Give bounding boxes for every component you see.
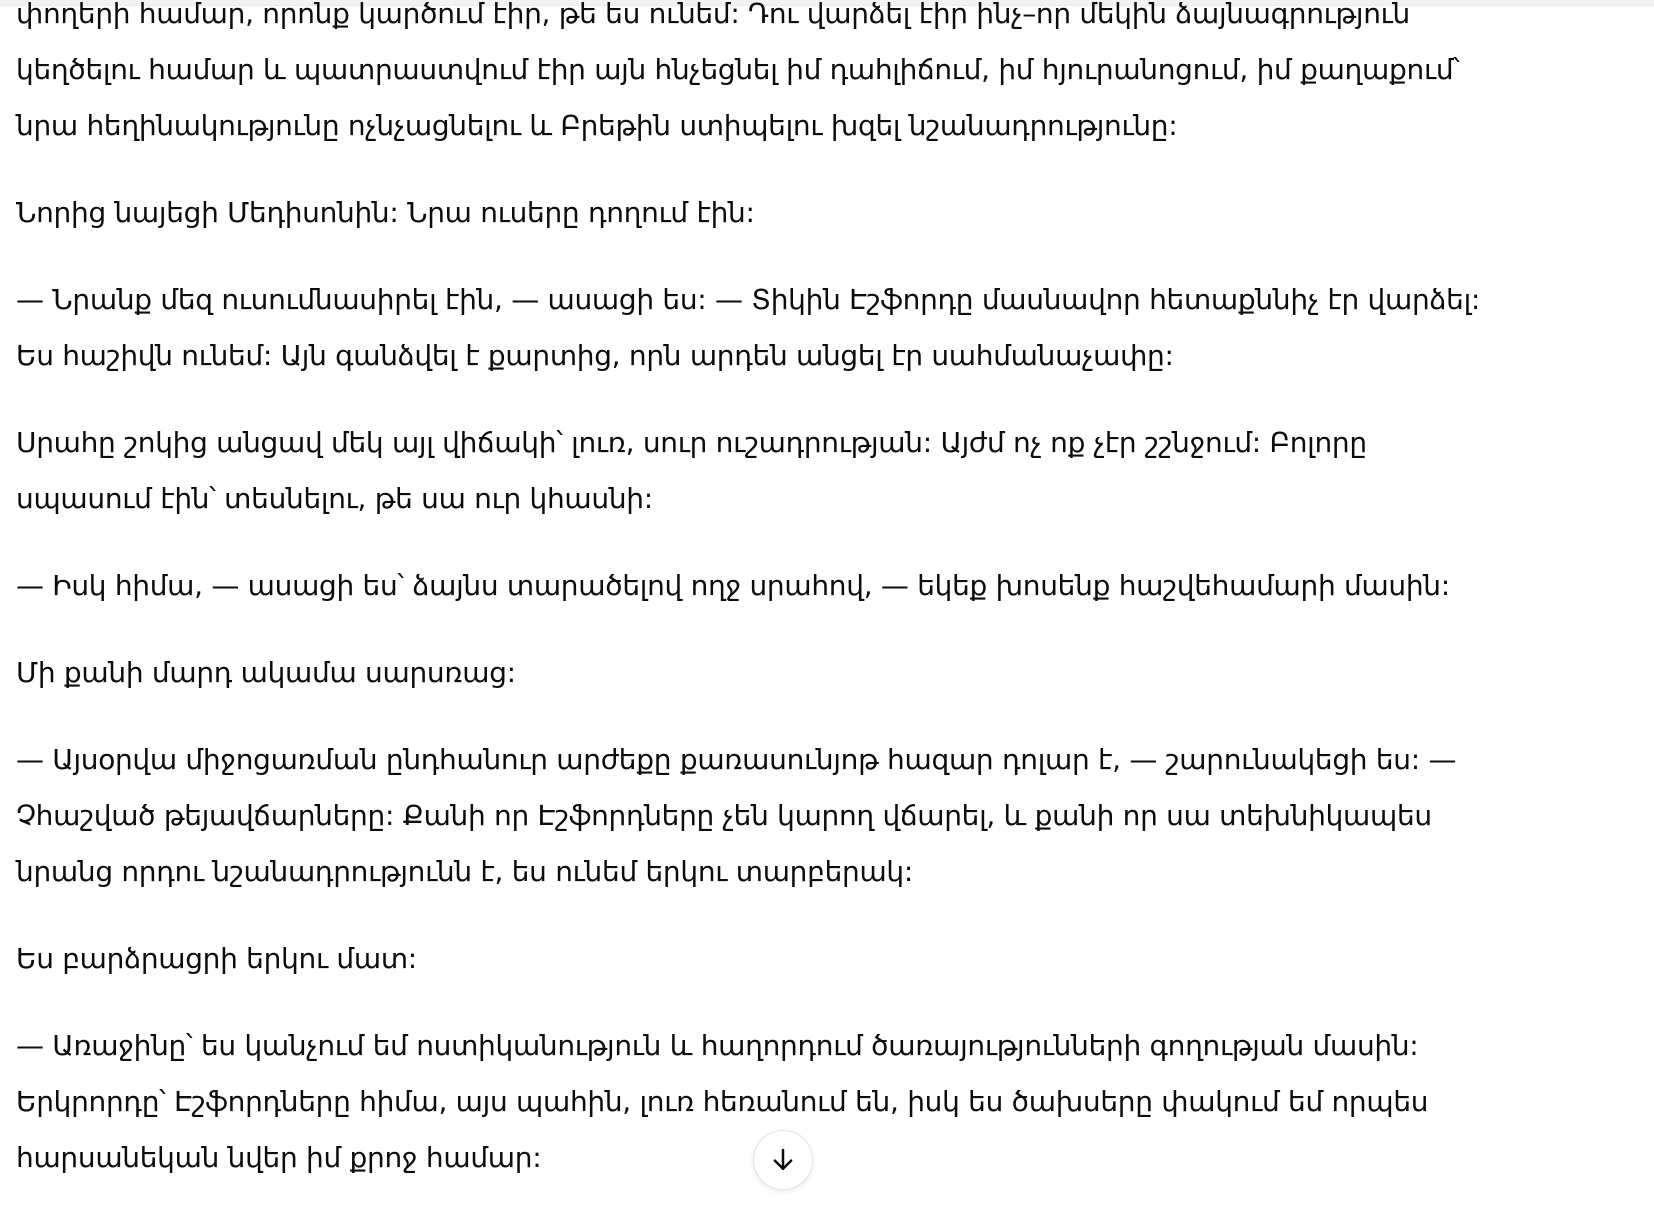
text-line: հարսանեկան նվեր իմ քրոջ համար: [16, 1141, 542, 1174]
scroll-to-bottom-button[interactable] [753, 1130, 813, 1190]
article-body [16, 0, 1616, 1217]
text-line: Մի քանի մարդ ակամա սարսռաց: [16, 656, 516, 689]
paragraph [16, 415, 1616, 527]
paragraph [16, 931, 1616, 987]
text-line: — Այսօրվա միջոցառման ընդհանուր արժեքը քառասունյոթ հազար դոլար է, — շարունակեցի ես: — [16, 743, 1457, 776]
paragraph [16, 732, 1616, 900]
text-line: նրա հեղինակությունը ոչնչացնելու և Բրեթին ստիպելու խզել նշանադրությունը: [16, 109, 1178, 142]
text-line: Ես հաշիվն ունեմ: Այն գանձվել է քարտից, որն արդեն անցել էր սահմանաչափը: [16, 339, 1174, 372]
text-line: Երկրորդը՝ Էշֆորդները հիմա, այս պահին, լուռ հեռանում են, իսկ ես ծախսերը փակում եմ որպես [16, 1085, 1429, 1118]
paragraph [16, 645, 1616, 701]
text-line: կեղծելու համար և պատրաստվում էիր այն հնչեցնել իմ դահլիճում, իմ հյուրանոցում, իմ քաղաքում՝ [16, 53, 1460, 86]
text-line: — Առաջինը՝ ես կանչում եմ ոստիկանություն և հաղորդում ծառայությունների գողության մասին: [16, 1029, 1419, 1062]
text-line: — Իսկ հիմա, — ասացի ես՝ ձայնս տարածելով ողջ սրահով, — եկեք խոսենք հաշվեհամարի մասին: [16, 569, 1450, 602]
text-line: Չհաշված թեյավճարները: Քանի որ Էշֆորդները չեն կարող վճարել, և քանի որ սա տեխնիկապես [16, 799, 1432, 832]
text-line: Ես բարձրացրի երկու մատ: [16, 942, 417, 975]
text-line: փողերի համար, որոնք կարծում էիր, թե ես ունեմ: Դու վարձել էիր ինչ–որ մեկին ձայնագրություն [16, 0, 1410, 30]
text-line: Նորից նայեցի Մեդիսոնին: Նրա ուսերը դողում էին: [16, 196, 755, 229]
paragraph [16, 0, 1616, 154]
text-line: սպասում էին՝ տեսնելու, թե սա ուր կհասնի: [16, 482, 653, 515]
paragraph [16, 272, 1616, 384]
arrow-down-icon [768, 1145, 798, 1175]
paragraph [16, 1018, 1616, 1186]
text-line: — Նրանք մեզ ուսումնասիրել էին, — ասացի ես: — Տիկին Էշֆորդը մասնավոր հետաքննիչ էր վարձել: [16, 283, 1481, 316]
text-line: նրանց որդու նշանադրությունն է, ես ունեմ երկու տարբերակ: [16, 855, 914, 888]
paragraph [16, 558, 1616, 614]
paragraph [16, 185, 1616, 241]
text-line: Սրահը շոկից անցավ մեկ այլ վիճակի՝ լուռ, սուր ուշադրության: Այժմ ոչ ոք չէր շշնջում: Բոլորը [16, 426, 1367, 459]
